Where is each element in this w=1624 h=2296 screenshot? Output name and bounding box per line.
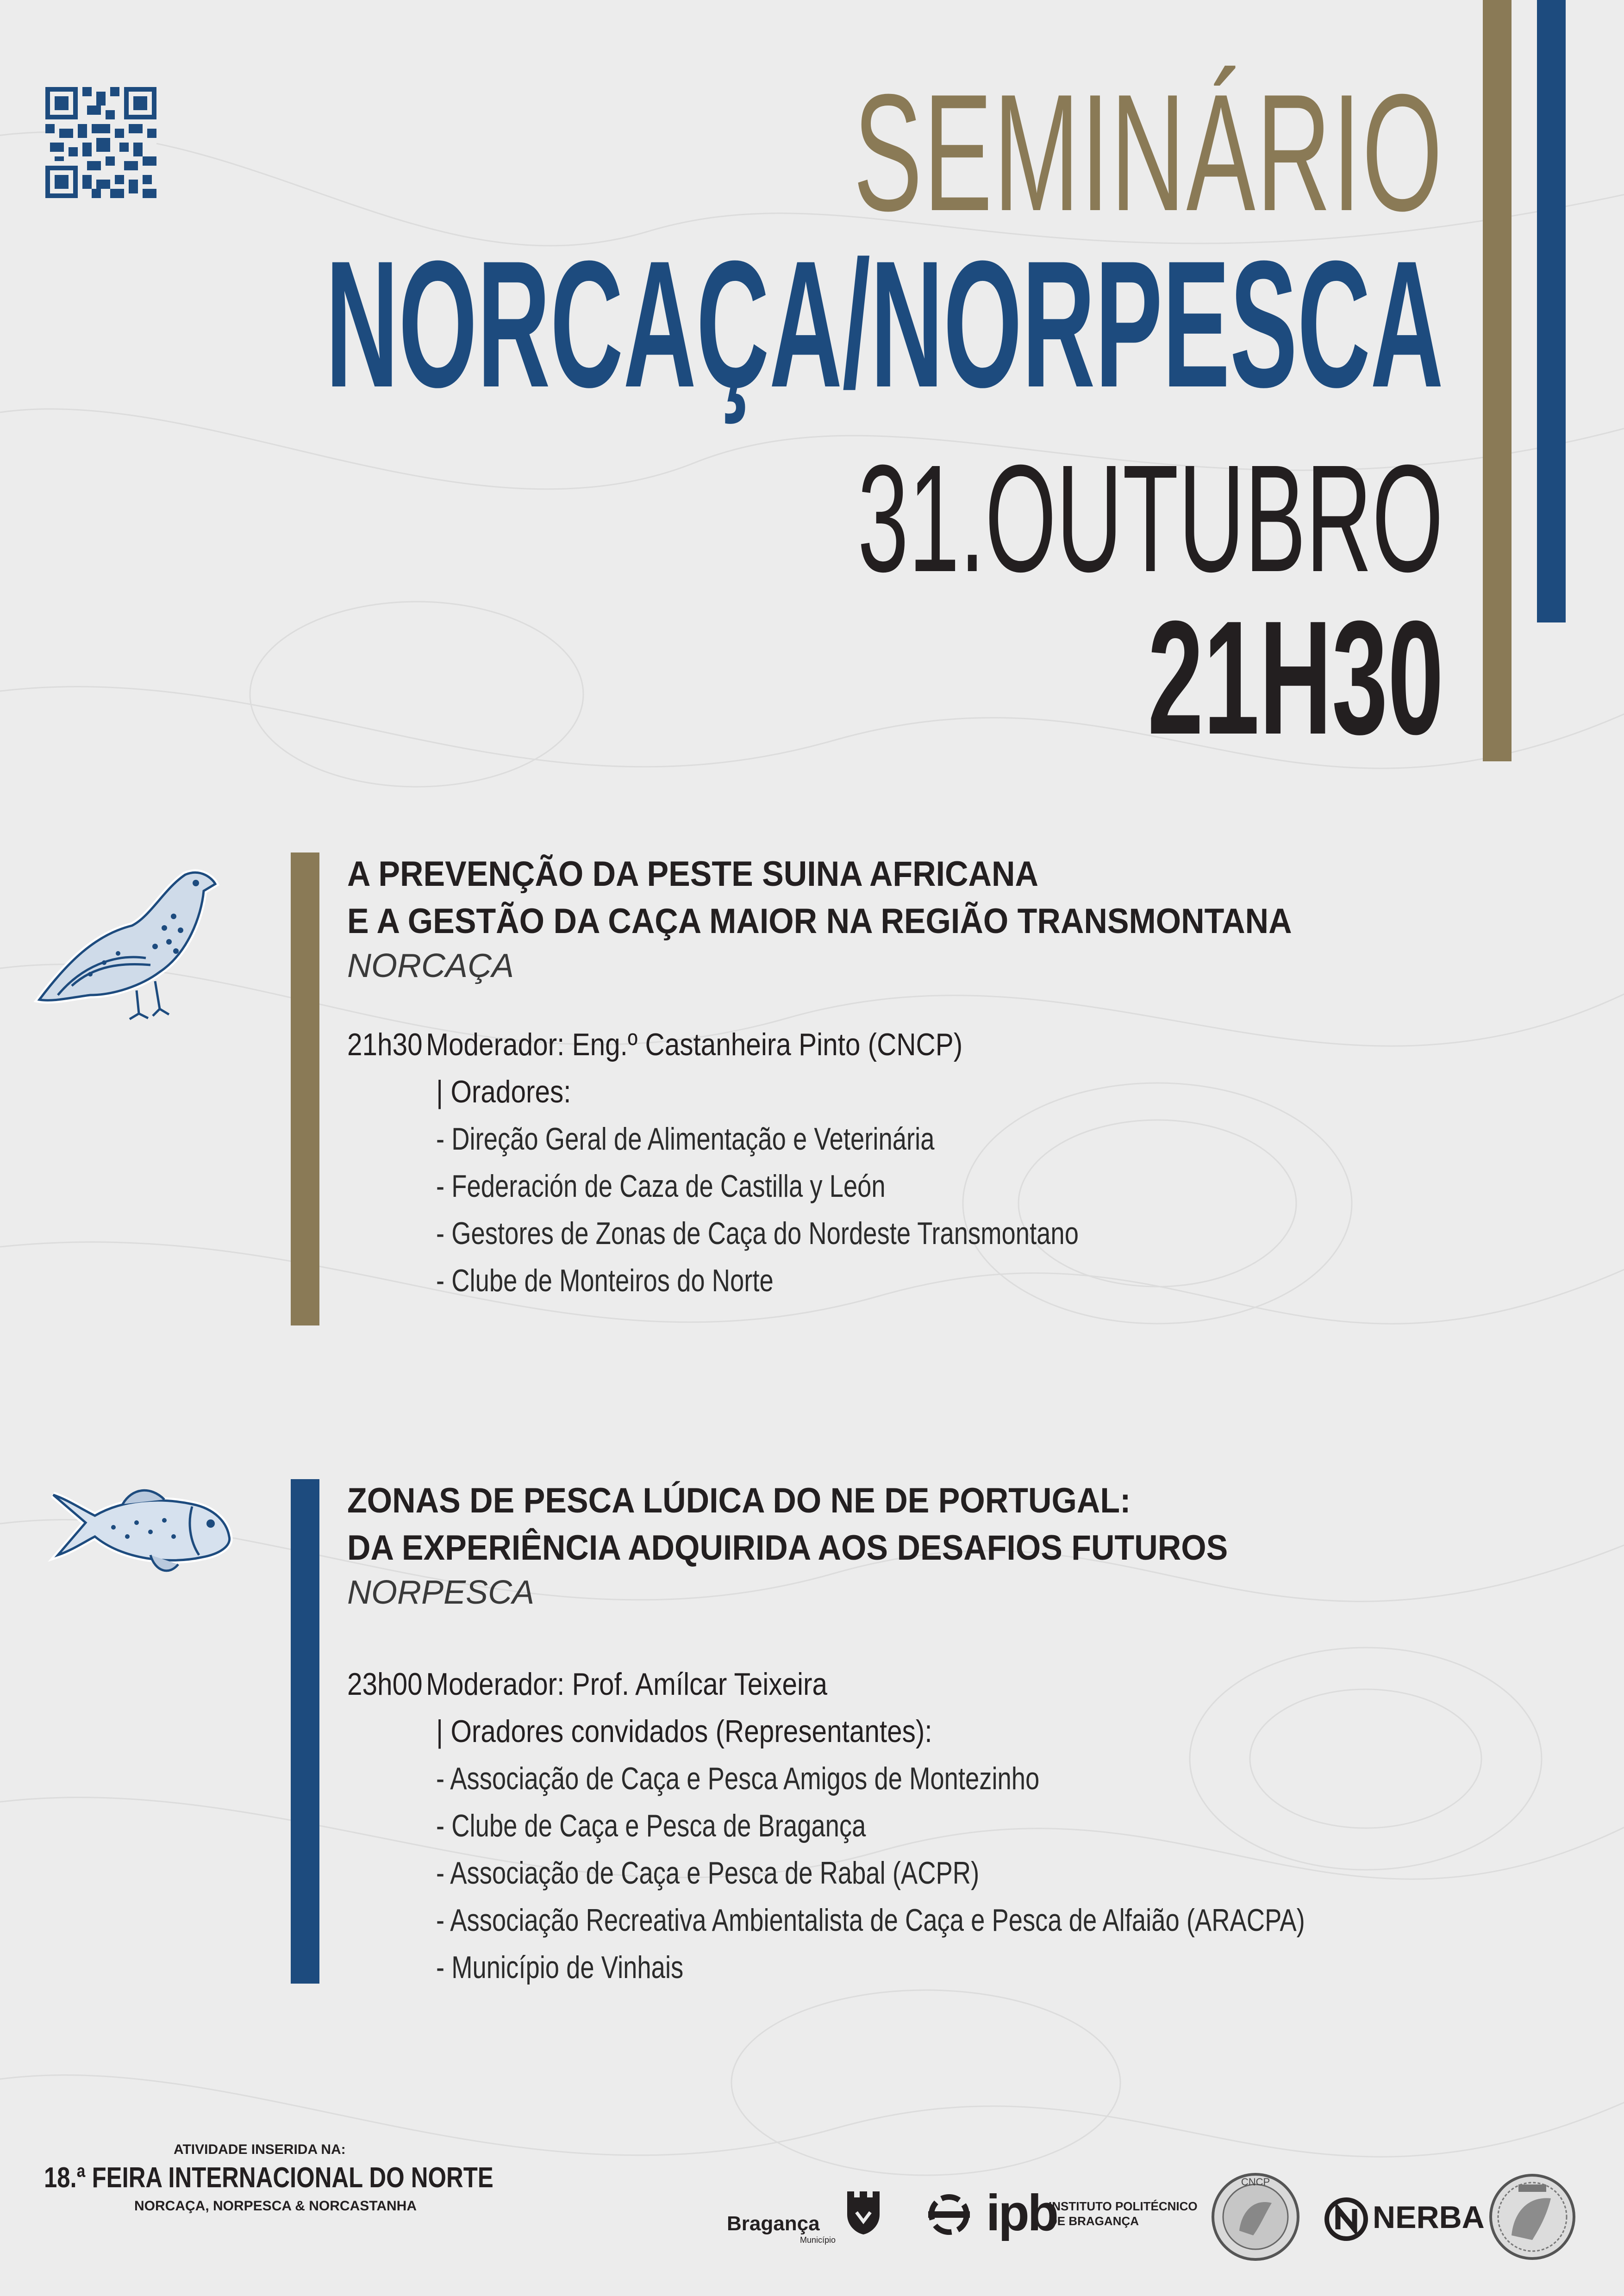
event-date: 31.OUTUBRO bbox=[857, 433, 1443, 604]
section-1-moderator: Moderador: Eng.º Castanheira Pinto (CNCP) bbox=[426, 1027, 963, 1062]
qr-code-icon bbox=[45, 87, 156, 198]
section-1-title-line-2: E A GESTÃO DA CAÇA MAIOR NA REGIÃO TRANSMONTANA bbox=[347, 902, 1292, 941]
section-1-speaker: - Gestores de Zonas de Caça do Nordeste Transmontano bbox=[436, 1216, 1079, 1251]
ipb-logo-text: ipb bbox=[986, 2184, 1057, 2241]
pipe-divider: | bbox=[436, 1714, 451, 1749]
section-2-speaker: - Município de Vinhais bbox=[436, 1950, 684, 1985]
section-2-time: 23h00 bbox=[347, 1667, 423, 1702]
section-1-moderator-row bbox=[347, 1027, 962, 1063]
fair-subtitle: NORCAÇA, NORPESCA & NORCASTANHA bbox=[134, 2198, 417, 2214]
title-seminario: SEMINÁRIO bbox=[853, 60, 1443, 246]
section-2-moderator: Moderador: Prof. Amílcar Teixeira bbox=[426, 1667, 828, 1702]
ipb-line-1: INSTITUTO POLITÉCNICO bbox=[1049, 2199, 1198, 2213]
activity-label: ATIVIDADE INSERIDA NA: bbox=[174, 2142, 346, 2157]
section-2-speaker: - Associação de Caça e Pesca de Rabal (ACPR) bbox=[436, 1855, 980, 1891]
braganca-logo-sub: Município bbox=[800, 2235, 836, 2245]
section-1-speaker: - Direção Geral de Alimentação e Veterinária bbox=[436, 1121, 935, 1157]
section-2-speakers-label: | Oradores convidados (Representantes): bbox=[436, 1714, 932, 1749]
title-norcaca-norpesca: NORCAÇA/NORPESCA bbox=[325, 223, 1443, 425]
nerba-emblem-icon bbox=[1323, 2196, 1369, 2242]
blue-accent-bar bbox=[1537, 0, 1566, 622]
partridge-icon bbox=[25, 847, 220, 1027]
fish-icon bbox=[44, 1472, 238, 1592]
nerba-logo-text: NERBA bbox=[1373, 2200, 1485, 2235]
braganca-crest-icon bbox=[845, 2189, 882, 2235]
section-2-moderator-row bbox=[347, 1666, 827, 1702]
braganca-logo-text: Bragança bbox=[727, 2212, 820, 2235]
section-2-speaker: - Clube de Caça e Pesca de Bragança bbox=[436, 1808, 866, 1843]
section-1-title-line-1: A PREVENÇÃO DA PESTE SUINA AFRICANA bbox=[347, 854, 1039, 894]
section-1-subtitle: NORCAÇA bbox=[347, 947, 514, 984]
pipe-divider: | bbox=[436, 1074, 451, 1109]
section-2-speaker: - Associação de Caça e Pesca Amigos de Montezinho bbox=[436, 1761, 1040, 1796]
municipal-seal-icon bbox=[1486, 2171, 1579, 2263]
gold-accent-bar bbox=[1483, 0, 1512, 761]
section-1-speakers-label: | Oradores: bbox=[436, 1074, 571, 1109]
cncp-seal-text: CNCP bbox=[1241, 2176, 1270, 2188]
section-2-title-line-2: DA EXPERIÊNCIA ADQUIRIDA AOS DESAFIOS FUTUROS bbox=[347, 1528, 1228, 1568]
section-2-speaker: - Associação Recreativa Ambientalista de Caça e Pesca de Alfaião (ARACPA) bbox=[436, 1903, 1305, 1938]
cncp-seal-icon bbox=[1209, 2171, 1302, 2263]
section-2-bar bbox=[291, 1479, 319, 1984]
fair-name: 18.ª FEIRA INTERNACIONAL DO NORTE bbox=[44, 2162, 493, 2194]
section-1-bar bbox=[291, 852, 319, 1325]
event-time: 21H30 bbox=[1147, 587, 1443, 768]
section-2-subtitle: NORPESCA bbox=[347, 1574, 535, 1611]
section-1-speaker: - Federación de Caza de Castilla y León bbox=[436, 1169, 886, 1204]
section-1-time: 21h30 bbox=[347, 1027, 423, 1062]
ipb-line-2: DE BRAGANÇA bbox=[1049, 2214, 1139, 2228]
section-1-speaker: - Clube de Monteiros do Norte bbox=[436, 1263, 774, 1298]
section-2-title-line-1: ZONAS DE PESCA LÚDICA DO NE DE PORTUGAL: bbox=[347, 1481, 1131, 1520]
